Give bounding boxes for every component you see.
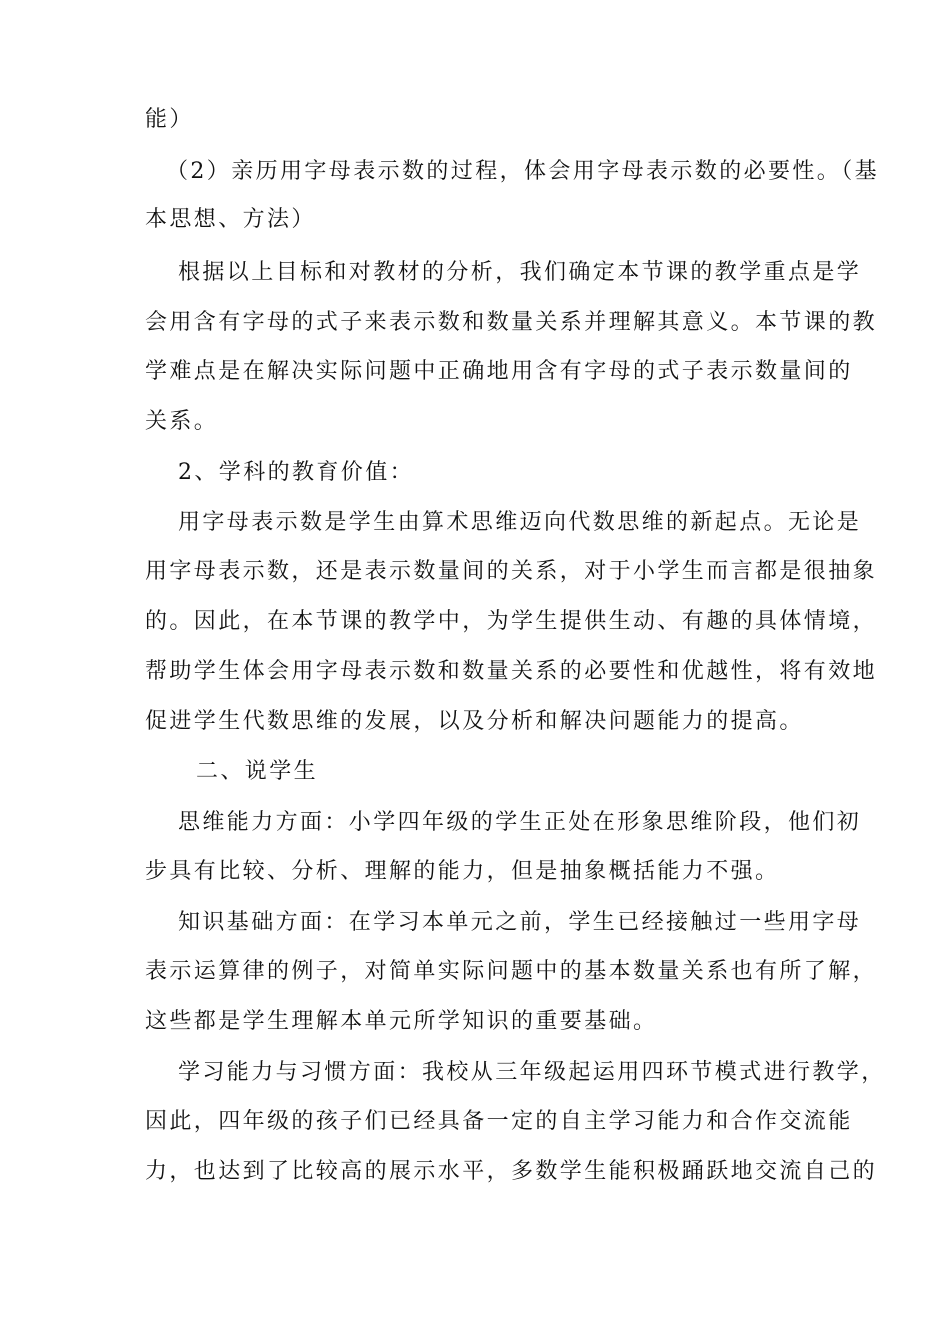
text-line: 学难点是在解决实际问题中正确地用含有字母的式子表示数量间的: [145, 359, 853, 384]
text-line: 促进学生代数思维的发展，以及分析和解决问题能力的提高。: [145, 709, 804, 734]
text-line: 力，也达到了比较高的展示水平，多数学生能积极踊跃地交流自己的: [145, 1159, 878, 1184]
paragraph-start: 根据以上目标和对教材的分析，我们确定本节课的教学重点是学: [178, 260, 862, 285]
paragraph-start: 思维能力方面：小学四年级的学生正处在形象思维阶段，他们初: [178, 810, 862, 835]
text-line: 的。因此，在本节课的教学中，为学生提供生动、有趣的具体情境，: [145, 609, 878, 634]
text-line: 步具有比较、分析、理解的能力，但是抽象概括能力不强。: [145, 859, 780, 884]
text-line: 本思想、方法）: [145, 207, 316, 232]
paragraph-start: 知识基础方面：在学习本单元之前，学生已经接触过一些用字母: [178, 910, 862, 935]
list-item-2: （2）亲历用字母表示数的过程，体会用字母表示数的必要性。（基: [166, 159, 879, 184]
text-line: 帮助学生体会用字母表示数和数量关系的必要性和优越性，将有效地: [145, 659, 878, 684]
section-heading: 2、学科的教育价值：: [178, 460, 414, 485]
text-line: 用字母表示数，还是表示数量间的关系，对于小学生而言都是很抽象: [145, 559, 878, 584]
paragraph-start: 用字母表示数是学生由算术思维迈向代数思维的新起点。无论是: [178, 510, 862, 535]
text-line: 关系。: [145, 409, 219, 434]
section-heading: 二、说学生: [196, 759, 319, 784]
text-line: 会用含有字母的式子来表示数和数量关系并理解其意义。本节课的教: [145, 310, 878, 335]
text-line: 因此，四年级的孩子们已经具备一定的自主学习能力和合作交流能: [145, 1109, 853, 1134]
text-line: 表示运算律的例子，对简单实际问题中的基本数量关系也有所了解，: [145, 959, 878, 984]
text-line: 这些都是学生理解本单元所学知识的重要基础。: [145, 1009, 658, 1034]
text-line: 能）: [145, 107, 194, 132]
paragraph-start: 学习能力与习惯方面：我校从三年级起运用四环节模式进行教学，: [178, 1060, 886, 1085]
